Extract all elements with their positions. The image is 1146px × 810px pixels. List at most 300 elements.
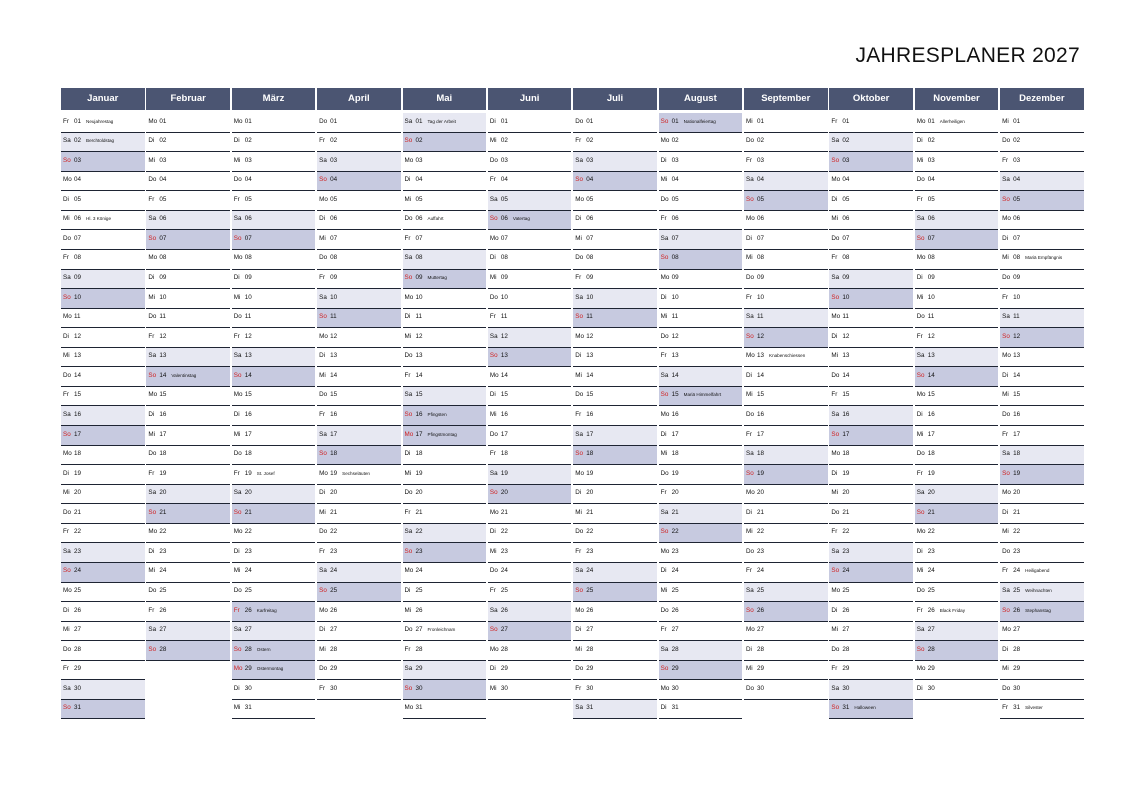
day-row[interactable] — [829, 328, 913, 348]
day-row[interactable] — [659, 700, 743, 720]
day-row[interactable] — [829, 211, 913, 231]
day-row[interactable] — [1000, 504, 1084, 524]
day-row[interactable] — [232, 367, 316, 387]
day-row[interactable] — [488, 250, 572, 270]
day-row[interactable] — [232, 641, 316, 661]
day-row[interactable] — [317, 622, 401, 642]
day-row[interactable] — [317, 250, 401, 270]
day-row[interactable] — [403, 250, 487, 270]
day-row[interactable] — [403, 309, 487, 329]
day-row[interactable] — [829, 485, 913, 505]
day-row[interactable] — [403, 426, 487, 446]
day-row[interactable] — [829, 661, 913, 681]
day-row[interactable] — [573, 387, 657, 407]
day-row[interactable] — [403, 289, 487, 309]
day-row[interactable] — [488, 406, 572, 426]
day-row[interactable] — [915, 230, 999, 250]
day-row[interactable] — [146, 289, 230, 309]
day-row[interactable] — [488, 328, 572, 348]
day-row[interactable] — [232, 250, 316, 270]
day-row[interactable] — [488, 152, 572, 172]
day-row[interactable] — [232, 504, 316, 524]
day-row[interactable] — [659, 680, 743, 700]
day-row[interactable] — [659, 524, 743, 544]
day-row[interactable] — [1000, 524, 1084, 544]
day-row[interactable] — [829, 367, 913, 387]
day-row[interactable] — [829, 270, 913, 290]
day-row[interactable] — [61, 465, 145, 485]
day-row[interactable] — [61, 485, 145, 505]
day-row[interactable] — [829, 309, 913, 329]
day-row[interactable] — [744, 426, 828, 446]
day-row[interactable] — [146, 622, 230, 642]
day-row[interactable] — [61, 426, 145, 446]
day-row[interactable] — [915, 113, 999, 133]
day-row[interactable] — [1000, 661, 1084, 681]
day-row[interactable] — [915, 387, 999, 407]
day-row[interactable] — [403, 172, 487, 192]
day-row[interactable] — [317, 172, 401, 192]
day-row[interactable] — [1000, 446, 1084, 466]
day-row[interactable] — [403, 191, 487, 211]
day-row[interactable] — [146, 328, 230, 348]
day-row[interactable] — [659, 152, 743, 172]
day-row[interactable] — [573, 426, 657, 446]
day-row[interactable] — [146, 230, 230, 250]
day-row[interactable] — [61, 289, 145, 309]
day-row[interactable] — [146, 387, 230, 407]
day-row[interactable] — [317, 348, 401, 368]
day-row[interactable] — [573, 485, 657, 505]
day-row[interactable] — [488, 133, 572, 153]
day-row[interactable] — [488, 230, 572, 250]
day-row[interactable] — [146, 583, 230, 603]
day-row[interactable] — [659, 426, 743, 446]
day-row[interactable] — [232, 191, 316, 211]
day-row[interactable] — [744, 406, 828, 426]
day-row[interactable] — [744, 191, 828, 211]
day-row[interactable] — [573, 504, 657, 524]
day-row[interactable] — [403, 211, 487, 231]
day-row[interactable] — [915, 563, 999, 583]
day-row[interactable] — [232, 152, 316, 172]
day-row[interactable] — [232, 583, 316, 603]
day-row[interactable] — [573, 270, 657, 290]
day-row[interactable] — [659, 230, 743, 250]
day-row[interactable] — [403, 328, 487, 348]
day-row[interactable] — [488, 504, 572, 524]
day-row[interactable] — [61, 680, 145, 700]
day-row[interactable] — [488, 367, 572, 387]
day-row[interactable] — [573, 191, 657, 211]
day-row[interactable] — [61, 563, 145, 583]
day-row[interactable] — [317, 113, 401, 133]
day-row[interactable] — [829, 446, 913, 466]
day-row[interactable] — [61, 406, 145, 426]
day-row[interactable] — [829, 191, 913, 211]
day-row[interactable] — [744, 543, 828, 563]
day-row[interactable] — [744, 328, 828, 348]
day-row[interactable] — [1000, 211, 1084, 231]
day-row[interactable] — [915, 622, 999, 642]
day-row[interactable] — [488, 211, 572, 231]
day-row[interactable] — [1000, 113, 1084, 133]
day-row[interactable] — [403, 465, 487, 485]
day-row[interactable] — [403, 602, 487, 622]
day-row[interactable] — [1000, 563, 1084, 583]
day-row[interactable] — [573, 661, 657, 681]
day-row[interactable] — [829, 348, 913, 368]
day-row[interactable] — [573, 230, 657, 250]
day-row[interactable] — [744, 211, 828, 231]
day-row[interactable] — [915, 406, 999, 426]
day-row[interactable] — [146, 543, 230, 563]
day-row[interactable] — [146, 465, 230, 485]
day-row[interactable] — [403, 406, 487, 426]
day-row[interactable] — [317, 230, 401, 250]
day-row[interactable] — [744, 133, 828, 153]
day-row[interactable] — [573, 250, 657, 270]
day-row[interactable] — [829, 406, 913, 426]
day-row[interactable] — [744, 152, 828, 172]
day-row[interactable] — [915, 485, 999, 505]
day-row[interactable] — [488, 622, 572, 642]
day-row[interactable] — [659, 387, 743, 407]
day-row[interactable] — [744, 563, 828, 583]
day-row[interactable] — [744, 465, 828, 485]
day-row[interactable] — [659, 113, 743, 133]
day-row[interactable] — [232, 133, 316, 153]
day-row[interactable] — [1000, 465, 1084, 485]
day-row[interactable] — [744, 230, 828, 250]
day-row[interactable] — [573, 602, 657, 622]
day-row[interactable] — [829, 583, 913, 603]
day-row[interactable] — [317, 270, 401, 290]
day-row[interactable] — [573, 641, 657, 661]
day-row[interactable] — [915, 661, 999, 681]
day-row[interactable] — [1000, 250, 1084, 270]
day-row[interactable] — [659, 485, 743, 505]
day-row[interactable] — [915, 543, 999, 563]
day-row[interactable] — [829, 641, 913, 661]
day-row[interactable] — [915, 211, 999, 231]
day-row[interactable] — [488, 661, 572, 681]
day-row[interactable] — [146, 113, 230, 133]
day-row[interactable] — [744, 602, 828, 622]
day-row[interactable] — [61, 270, 145, 290]
day-row[interactable] — [1000, 172, 1084, 192]
day-row[interactable] — [829, 426, 913, 446]
day-row[interactable] — [744, 367, 828, 387]
day-row[interactable] — [744, 309, 828, 329]
day-row[interactable] — [403, 641, 487, 661]
day-row[interactable] — [573, 152, 657, 172]
day-row[interactable] — [915, 583, 999, 603]
day-row[interactable] — [232, 446, 316, 466]
day-row[interactable] — [146, 367, 230, 387]
day-row[interactable] — [1000, 543, 1084, 563]
day-row[interactable] — [573, 133, 657, 153]
day-row[interactable] — [403, 133, 487, 153]
day-row[interactable] — [1000, 641, 1084, 661]
day-row[interactable] — [146, 426, 230, 446]
day-row[interactable] — [317, 641, 401, 661]
day-row[interactable] — [829, 152, 913, 172]
day-row[interactable] — [829, 113, 913, 133]
day-row[interactable] — [232, 328, 316, 348]
day-row[interactable] — [573, 622, 657, 642]
day-row[interactable] — [146, 485, 230, 505]
day-row[interactable] — [232, 387, 316, 407]
day-row[interactable] — [61, 504, 145, 524]
day-row[interactable] — [915, 504, 999, 524]
day-row[interactable] — [744, 387, 828, 407]
day-row[interactable] — [829, 622, 913, 642]
day-row[interactable] — [488, 563, 572, 583]
day-row[interactable] — [317, 387, 401, 407]
day-row[interactable] — [573, 700, 657, 720]
day-row[interactable] — [1000, 387, 1084, 407]
day-row[interactable] — [488, 641, 572, 661]
day-row[interactable] — [659, 191, 743, 211]
day-row[interactable] — [829, 289, 913, 309]
day-row[interactable] — [146, 524, 230, 544]
day-row[interactable] — [61, 661, 145, 681]
day-row[interactable] — [573, 309, 657, 329]
day-row[interactable] — [317, 309, 401, 329]
day-row[interactable] — [403, 113, 487, 133]
day-row[interactable] — [146, 602, 230, 622]
day-row[interactable] — [915, 152, 999, 172]
day-row[interactable] — [573, 543, 657, 563]
day-row[interactable] — [61, 543, 145, 563]
day-row[interactable] — [61, 250, 145, 270]
day-row[interactable] — [915, 133, 999, 153]
day-row[interactable] — [488, 289, 572, 309]
day-row[interactable] — [232, 211, 316, 231]
day-row[interactable] — [1000, 270, 1084, 290]
day-row[interactable] — [488, 387, 572, 407]
day-row[interactable] — [573, 348, 657, 368]
day-row[interactable] — [1000, 367, 1084, 387]
day-row[interactable] — [317, 328, 401, 348]
day-row[interactable] — [659, 172, 743, 192]
day-row[interactable] — [488, 191, 572, 211]
day-row[interactable] — [232, 406, 316, 426]
day-row[interactable] — [829, 504, 913, 524]
day-row[interactable] — [61, 113, 145, 133]
day-row[interactable] — [829, 172, 913, 192]
day-row[interactable] — [659, 583, 743, 603]
day-row[interactable] — [317, 504, 401, 524]
day-row[interactable] — [403, 348, 487, 368]
day-row[interactable] — [488, 465, 572, 485]
day-row[interactable] — [659, 328, 743, 348]
day-row[interactable] — [61, 191, 145, 211]
day-row[interactable] — [317, 485, 401, 505]
day-row[interactable] — [403, 680, 487, 700]
day-row[interactable] — [317, 602, 401, 622]
day-row[interactable] — [915, 348, 999, 368]
day-row[interactable] — [232, 426, 316, 446]
day-row[interactable] — [829, 465, 913, 485]
day-row[interactable] — [146, 211, 230, 231]
day-row[interactable] — [317, 152, 401, 172]
day-row[interactable] — [915, 270, 999, 290]
day-row[interactable] — [232, 661, 316, 681]
day-row[interactable] — [317, 583, 401, 603]
day-row[interactable] — [915, 446, 999, 466]
day-row[interactable] — [744, 113, 828, 133]
day-row[interactable] — [744, 504, 828, 524]
day-row[interactable] — [61, 367, 145, 387]
day-row[interactable] — [659, 250, 743, 270]
day-row[interactable] — [1000, 485, 1084, 505]
day-row[interactable] — [488, 524, 572, 544]
day-row[interactable] — [232, 524, 316, 544]
day-row[interactable] — [659, 641, 743, 661]
day-row[interactable] — [1000, 309, 1084, 329]
day-row[interactable] — [488, 309, 572, 329]
day-row[interactable] — [317, 563, 401, 583]
day-row[interactable] — [232, 230, 316, 250]
day-row[interactable] — [403, 524, 487, 544]
day-row[interactable] — [317, 661, 401, 681]
day-row[interactable] — [573, 524, 657, 544]
day-row[interactable] — [829, 387, 913, 407]
day-row[interactable] — [61, 230, 145, 250]
day-row[interactable] — [146, 250, 230, 270]
day-row[interactable] — [232, 172, 316, 192]
day-row[interactable] — [573, 563, 657, 583]
day-row[interactable] — [659, 211, 743, 231]
day-row[interactable] — [573, 113, 657, 133]
day-row[interactable] — [403, 270, 487, 290]
day-row[interactable] — [488, 602, 572, 622]
day-row[interactable] — [659, 465, 743, 485]
day-row[interactable] — [1000, 602, 1084, 622]
day-row[interactable] — [403, 152, 487, 172]
day-row[interactable] — [1000, 700, 1084, 720]
day-row[interactable] — [61, 328, 145, 348]
day-row[interactable] — [573, 680, 657, 700]
day-row[interactable] — [317, 406, 401, 426]
day-row[interactable] — [317, 465, 401, 485]
day-row[interactable] — [403, 504, 487, 524]
day-row[interactable] — [915, 680, 999, 700]
day-row[interactable] — [744, 680, 828, 700]
day-row[interactable] — [317, 543, 401, 563]
day-row[interactable] — [1000, 426, 1084, 446]
day-row[interactable] — [659, 661, 743, 681]
day-row[interactable] — [232, 289, 316, 309]
day-row[interactable] — [61, 387, 145, 407]
day-row[interactable] — [1000, 133, 1084, 153]
day-row[interactable] — [659, 133, 743, 153]
day-row[interactable] — [1000, 348, 1084, 368]
day-row[interactable] — [232, 485, 316, 505]
day-row[interactable] — [1000, 191, 1084, 211]
day-row[interactable] — [61, 309, 145, 329]
day-row[interactable] — [146, 270, 230, 290]
day-row[interactable] — [488, 172, 572, 192]
day-row[interactable] — [61, 152, 145, 172]
day-row[interactable] — [403, 230, 487, 250]
day-row[interactable] — [744, 172, 828, 192]
day-row[interactable] — [146, 406, 230, 426]
day-row[interactable] — [146, 309, 230, 329]
day-row[interactable] — [915, 367, 999, 387]
day-row[interactable] — [659, 602, 743, 622]
day-row[interactable] — [829, 680, 913, 700]
day-row[interactable] — [915, 309, 999, 329]
day-row[interactable] — [232, 113, 316, 133]
day-row[interactable] — [744, 661, 828, 681]
day-row[interactable] — [915, 465, 999, 485]
day-row[interactable] — [1000, 289, 1084, 309]
day-row[interactable] — [146, 152, 230, 172]
day-row[interactable] — [829, 133, 913, 153]
day-row[interactable] — [915, 250, 999, 270]
day-row[interactable] — [744, 446, 828, 466]
day-row[interactable] — [488, 270, 572, 290]
day-row[interactable] — [1000, 152, 1084, 172]
day-row[interactable] — [232, 700, 316, 720]
day-row[interactable] — [403, 622, 487, 642]
day-row[interactable] — [744, 485, 828, 505]
day-row[interactable] — [659, 563, 743, 583]
day-row[interactable] — [744, 348, 828, 368]
day-row[interactable] — [573, 328, 657, 348]
day-row[interactable] — [232, 309, 316, 329]
day-row[interactable] — [61, 133, 145, 153]
day-row[interactable] — [659, 543, 743, 563]
day-row[interactable] — [403, 700, 487, 720]
day-row[interactable] — [659, 289, 743, 309]
day-row[interactable] — [61, 602, 145, 622]
day-row[interactable] — [403, 367, 487, 387]
day-row[interactable] — [829, 524, 913, 544]
day-row[interactable] — [573, 583, 657, 603]
day-row[interactable] — [659, 406, 743, 426]
day-row[interactable] — [744, 289, 828, 309]
day-row[interactable] — [146, 504, 230, 524]
day-row[interactable] — [146, 348, 230, 368]
day-row[interactable] — [232, 465, 316, 485]
day-row[interactable] — [659, 622, 743, 642]
day-row[interactable] — [61, 348, 145, 368]
day-row[interactable] — [232, 270, 316, 290]
day-row[interactable] — [146, 172, 230, 192]
day-row[interactable] — [659, 446, 743, 466]
day-row[interactable] — [744, 622, 828, 642]
day-row[interactable] — [488, 485, 572, 505]
day-row[interactable] — [1000, 230, 1084, 250]
day-row[interactable] — [61, 524, 145, 544]
day-row[interactable] — [915, 172, 999, 192]
day-row[interactable] — [61, 446, 145, 466]
day-row[interactable] — [146, 563, 230, 583]
day-row[interactable] — [403, 583, 487, 603]
day-row[interactable] — [573, 446, 657, 466]
day-row[interactable] — [61, 622, 145, 642]
day-row[interactable] — [317, 446, 401, 466]
day-row[interactable] — [232, 622, 316, 642]
day-row[interactable] — [744, 583, 828, 603]
day-row[interactable] — [317, 191, 401, 211]
day-row[interactable] — [232, 348, 316, 368]
day-row[interactable] — [573, 172, 657, 192]
